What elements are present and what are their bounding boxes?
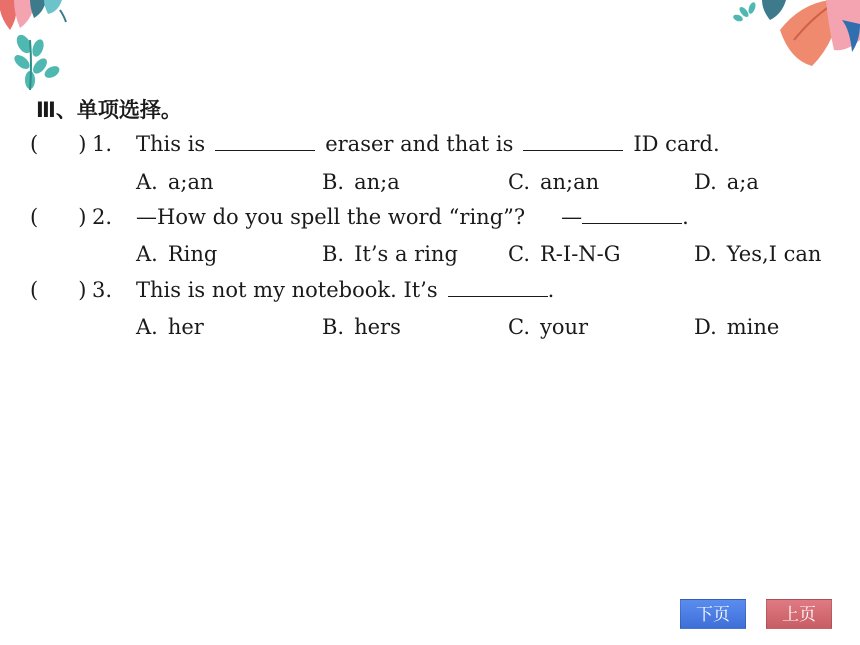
- answer-blank: [523, 132, 623, 151]
- answer-blank: [448, 278, 548, 297]
- answer-paren: ( ): [30, 205, 87, 229]
- question-text: ID card.: [633, 132, 720, 156]
- option-d[interactable]: D. Yes,I can: [694, 242, 822, 266]
- floral-decoration-top-left: [0, 0, 80, 95]
- answer-paren: ( ): [30, 278, 87, 302]
- option-c[interactable]: C. an;an: [508, 170, 600, 194]
- question-number: 1.: [92, 132, 113, 156]
- option-a[interactable]: A. Ring: [136, 242, 218, 266]
- question-text: .: [682, 205, 689, 229]
- next-page-button[interactable]: 下页: [680, 599, 746, 629]
- answer-blank: [582, 205, 682, 224]
- option-a[interactable]: A. a;an: [136, 170, 214, 194]
- question-2: [30, 205, 689, 235]
- section-title: Ⅲ、单项选择。: [36, 98, 182, 122]
- option-b[interactable]: B. hers: [322, 315, 401, 339]
- question-text: This is not my notebook. It’s: [136, 278, 438, 302]
- prev-page-button[interactable]: 上页: [766, 599, 832, 629]
- option-b[interactable]: B. an;a: [322, 170, 400, 194]
- question-number: 2.: [92, 205, 113, 229]
- option-d[interactable]: D. mine: [694, 315, 780, 339]
- option-c[interactable]: C. your: [508, 315, 589, 339]
- question-text: .: [547, 278, 555, 302]
- question-text: eraser and that is: [325, 132, 514, 156]
- answer-paren: ( ): [30, 132, 87, 156]
- option-d[interactable]: D. a;a: [694, 170, 759, 194]
- answer-blank: [215, 132, 315, 151]
- question-number: 3.: [92, 278, 113, 302]
- question-3: [30, 278, 554, 308]
- question-text: —How do you spell the word “ring”?: [136, 205, 526, 229]
- option-c[interactable]: C. R-I-N-G: [508, 242, 621, 266]
- option-a[interactable]: A. her: [136, 315, 204, 339]
- question-text: —: [561, 205, 583, 229]
- floral-decoration-top-right: [730, 0, 860, 75]
- question-1: [30, 132, 720, 162]
- question-text: This is: [136, 132, 206, 156]
- option-b[interactable]: B. It’s a ring: [322, 242, 458, 266]
